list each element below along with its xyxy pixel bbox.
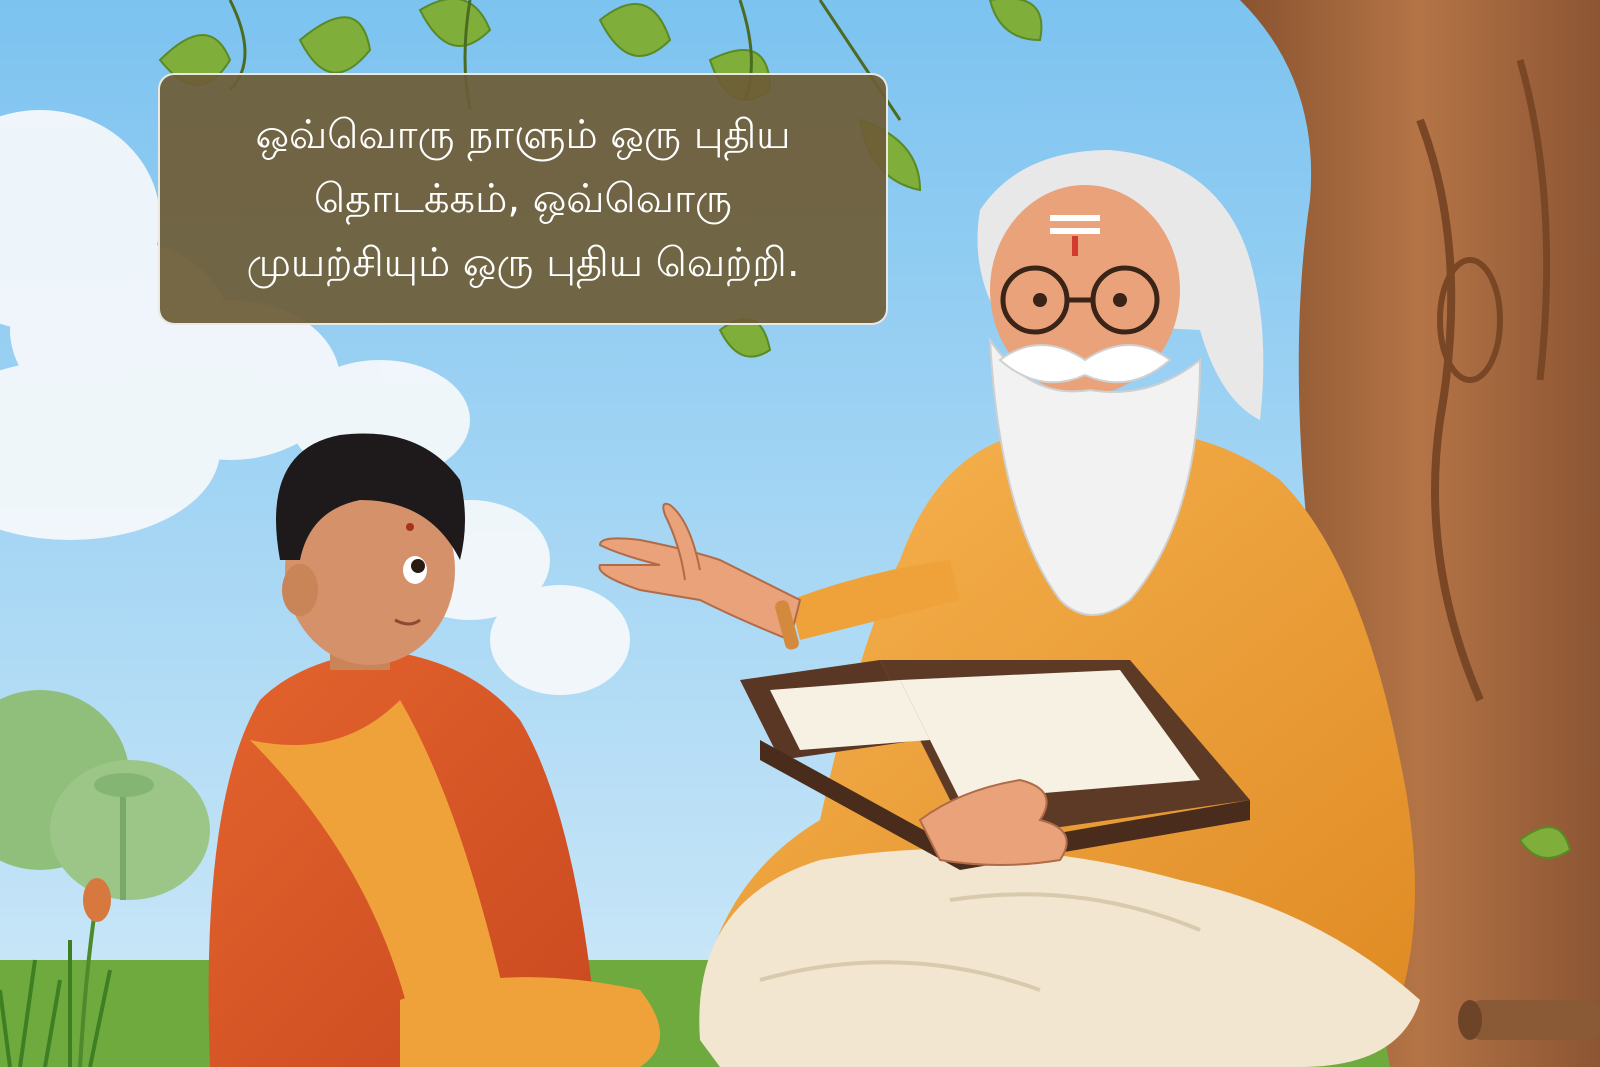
quote-line: முயற்சியும் ஒரு புதிய வெற்றி. [246,240,800,286]
quote-box [158,73,888,325]
quote-line: ஒவ்வொரு நாளும் ஒரு புதிய [255,112,791,158]
scroll-item [1458,1000,1600,1040]
quote-line: தொடக்கம், ஒவ்வொரு [314,176,732,222]
